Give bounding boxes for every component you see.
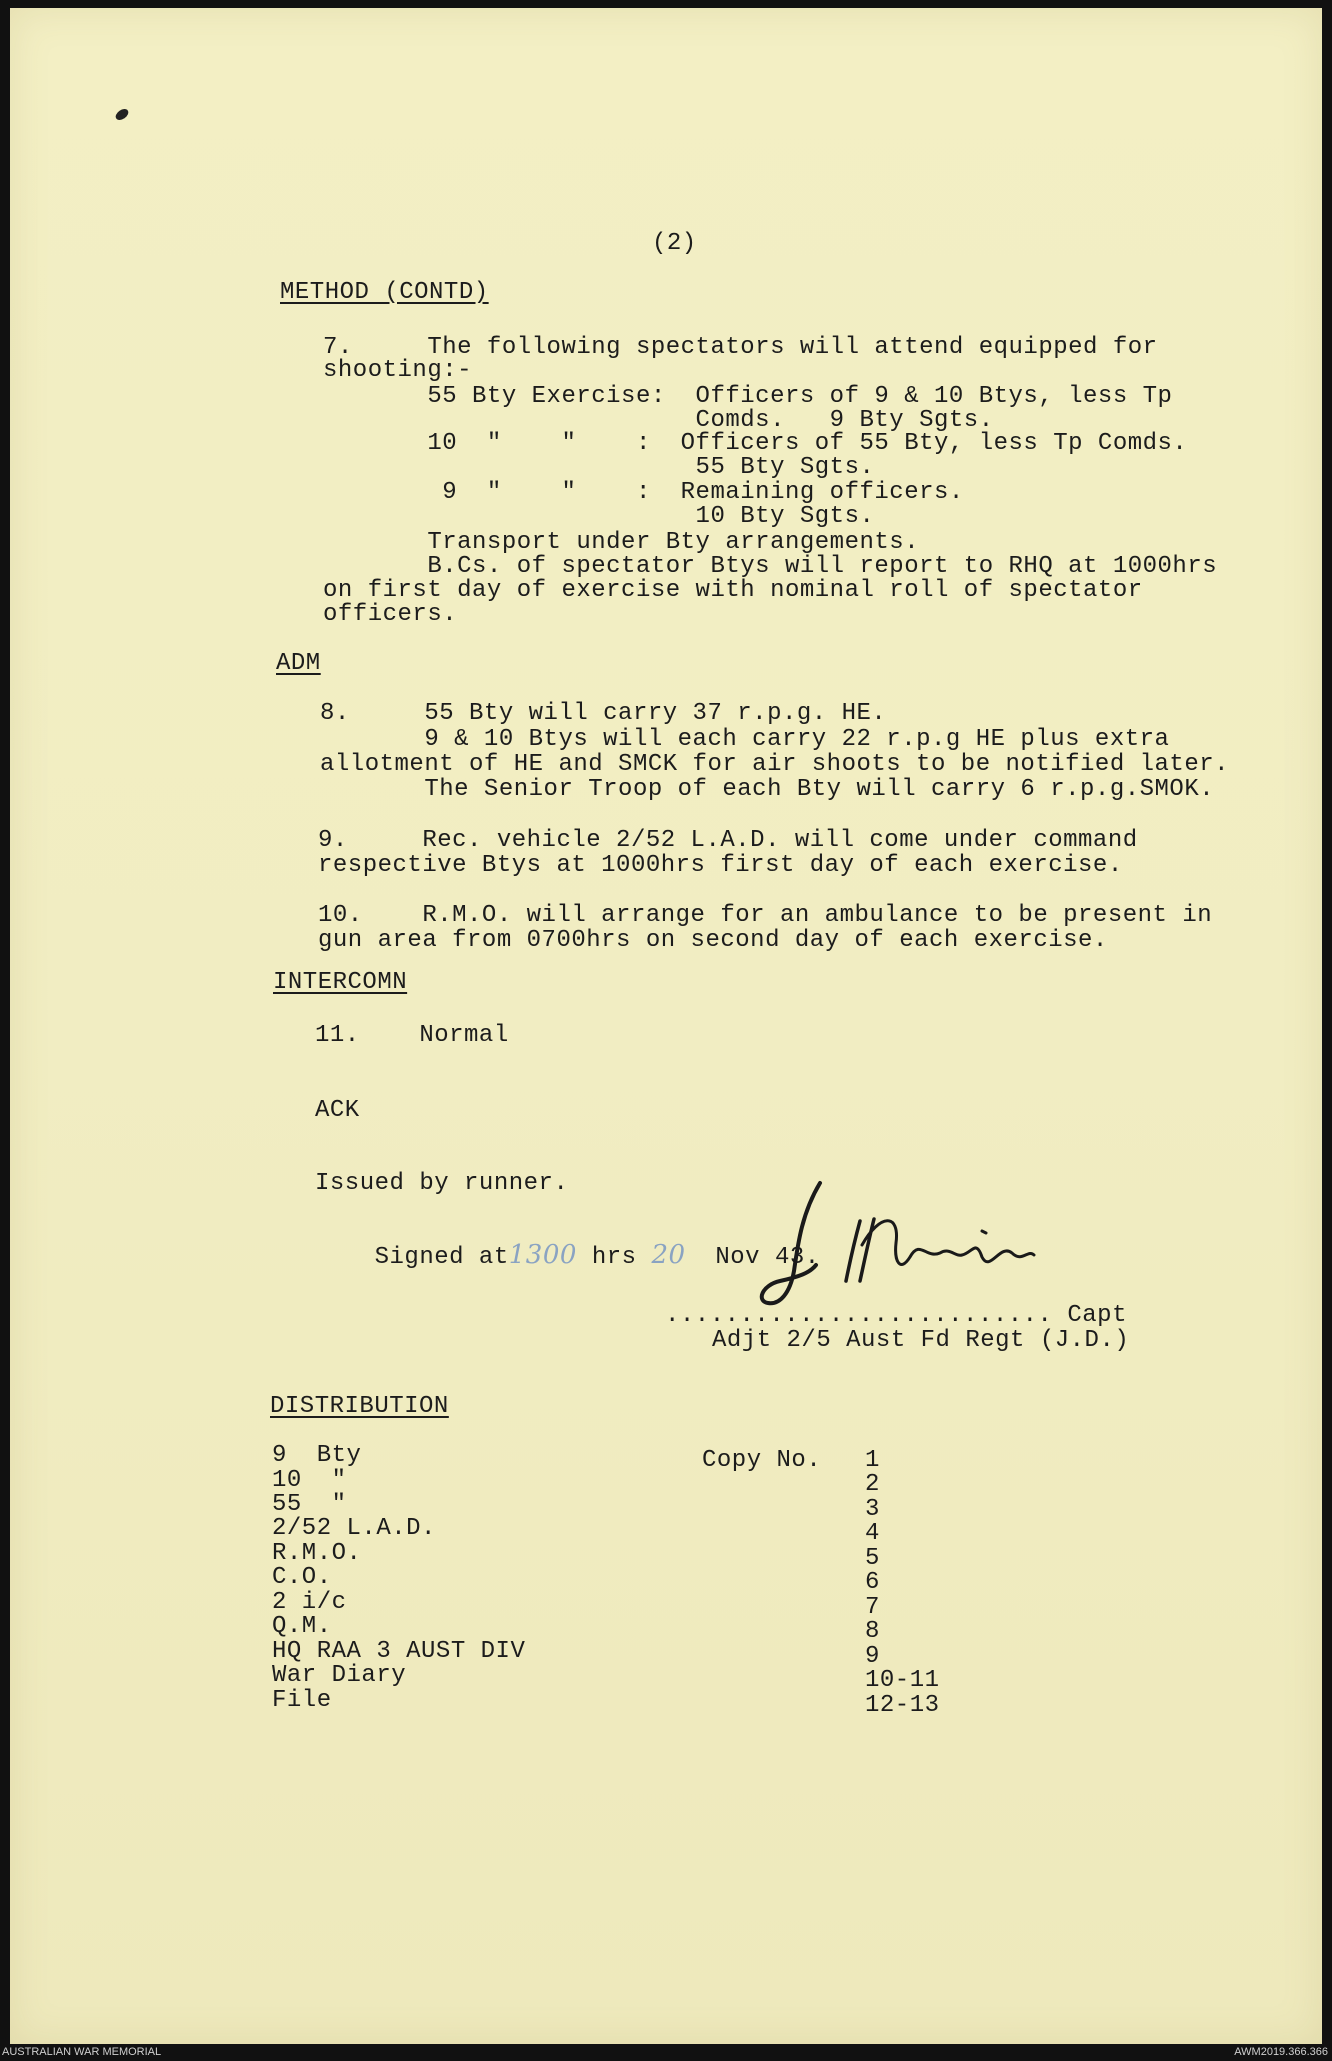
signature-dots: .......................... Capt [665,1302,1127,1329]
footer-right: AWM2019.366.366 [1234,2046,1328,2058]
distribution-name: War Diary [272,1662,407,1689]
method-heading: METHOD (CONTD) [280,279,489,306]
method-line: 55 Bty Exercise: Officers of 9 & 10 Btys, less Tp [323,383,1173,410]
adm-line: 9. Rec. vehicle 2/52 L.A.D. will come under command [318,827,1138,854]
distribution-copy: 12-13 [865,1692,940,1719]
distribution-name: C.O. [272,1564,332,1591]
signed-date: Nov 43. [715,1244,820,1271]
method-line: 9 " " : Remaining officers. [323,479,964,506]
document-page [10,8,1322,2044]
distribution-copy: 2 [865,1471,880,1498]
distribution-name: 10 " [272,1467,347,1494]
signed-line [315,1218,820,1295]
method-line: on first day of exercise with nominal roll of spectator [323,577,1143,604]
method-line: Comds. 9 Bty Sgts. [323,407,994,434]
adm-line: 8. 55 Bty will carry 37 r.p.g. HE. [320,700,887,727]
method-line: 10 " " : Officers of 55 Bty, less Tp Comds. [323,430,1188,457]
distribution-copy: 3 [865,1496,880,1523]
intercomn-line: 11. Normal [315,1022,509,1049]
method-line: B.Cs. of spectator Btys will report to RHQ at 1000hrs [323,553,1218,580]
method-line: Transport under Bty arrangements. [323,529,920,556]
footer-left: AUSTRALIAN WAR MEMORIAL [2,2046,162,2058]
distribution-copy: 4 [865,1520,880,1547]
distribution-copy: 10-11 [865,1667,940,1694]
distribution-copy: 1 [865,1447,880,1474]
method-line: 55 Bty Sgts. [323,454,875,481]
distribution-heading: DISTRIBUTION [270,1393,449,1420]
signed-day-handwritten: 20 [651,1240,686,1270]
distribution-name: File [272,1687,332,1714]
distribution-copy: 7 [865,1594,880,1621]
distribution-copy: 6 [865,1569,880,1596]
page-number: (2) [652,230,697,257]
signature-title: Adjt 2/5 Aust Fd Regt (J.D.) [712,1327,1130,1354]
adm-line: The Senior Troop of each Bty will carry 6 r.p.g.SMOK. [320,776,1215,803]
method-line: 10 Bty Sgts. [323,503,875,530]
ink-spot [114,107,131,122]
distribution-copy: 5 [865,1545,880,1572]
signed-time-handwritten: 1300 [508,1240,577,1270]
intercomn-heading: INTERCOMN [273,969,408,996]
distribution-name: 9 Bty [272,1442,362,1469]
distribution-name: 2 i/c [272,1589,347,1616]
handwritten-signature [750,1173,1080,1323]
ack-text: ACK [315,1097,360,1124]
adm-line: 10. R.M.O. will arrange for an ambulance to be present in [318,902,1213,929]
adm-line: 9 & 10 Btys will each carry 22 r.p.g HE plus extra [320,726,1170,753]
distribution-name: R.M.O. [272,1540,362,1567]
distribution-name: 55 " [272,1491,347,1518]
method-line: 7. The following spectators will attend equipped for [323,334,1158,361]
distribution-name: HQ RAA 3 AUST DIV [272,1638,526,1665]
method-line: shooting:- [323,357,473,384]
adm-line: allotment of HE and SMCK for air shoots to be notified later. [320,751,1230,778]
method-line: officers. [323,601,458,628]
distribution-copy: 9 [865,1643,880,1670]
copy-no-label: Copy No. [702,1447,822,1474]
distribution-name: 2/52 L.A.D. [272,1515,436,1542]
signed-prefix: Signed at [374,1244,509,1271]
distribution-copy: 8 [865,1618,880,1645]
issued-by: Issued by runner. [315,1170,569,1197]
distribution-name: Q.M. [272,1613,332,1640]
adm-line: respective Btys at 1000hrs first day of each exercise. [318,852,1123,879]
adm-heading: ADM [276,650,321,677]
adm-line: gun area from 0700hrs on second day of each exercise. [318,927,1108,954]
signed-hrs: hrs [591,1244,637,1271]
